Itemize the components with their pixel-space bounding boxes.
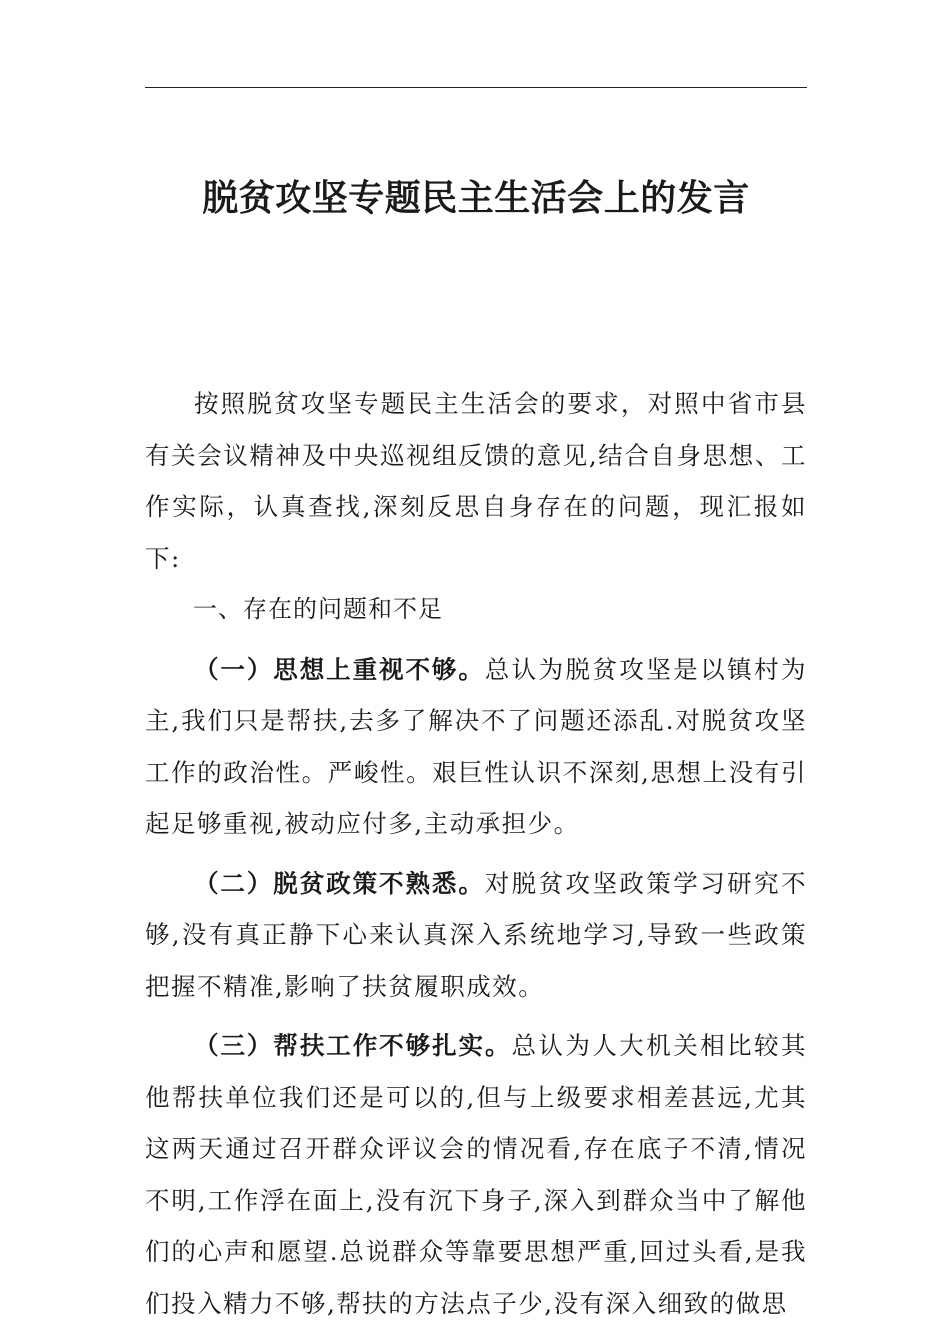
problem-item-3-lead: （三）帮扶工作不够扎实。 <box>194 1031 512 1060</box>
section-heading: 一、存在的问题和不足 <box>193 595 443 623</box>
header-rule <box>145 87 807 88</box>
problem-item-1 <box>145 644 807 850</box>
problem-item-1-text: 总认为脱贫攻坚是以镇村为主,我们只是帮扶,去多了解决不了问题还添乱.对脱贫攻坚工作的政治性。严峻性。艰巨性认识不深刻,思想上没有引起足够重视,被动应付多,主动承担少。 <box>145 654 807 838</box>
document-title: 脱贫攻坚专题民主生活会上的发言 <box>202 177 750 219</box>
intro-paragraph: 按照脱贫攻坚专题民主生活会的要求，对照中省市县有关会议精神及中央巡视组反馈的意见,结合自身思想、工作实际，认真查找,深刻反思自身存在的问题，现汇报如下: <box>145 389 807 573</box>
problem-item-2-text: 对脱贫攻坚政策学习研究不够,没有真正静下心来认真深入系统地学习,导致一些政策把握不精准,影响了扶贫履职成效。 <box>145 868 807 1001</box>
problem-item-3 <box>145 1020 807 1329</box>
document-body <box>145 378 807 1329</box>
problem-item-2-lead: （二）脱贫政策不熟悉。 <box>194 868 485 898</box>
problem-item-1-lead: （一）思想上重视不够。 <box>194 654 485 684</box>
problem-item-2 <box>145 858 807 1013</box>
problem-item-3-text: 总认为人大机关相比较其他帮扶单位我们还是可以的,但与上级要求相差甚远,尤其这两天通过召开群众评议会的情况看,存在底子不清,情况不明,工作浮在面上,没有沉下身子,深入到群众当中了解他们的心声和愿望.总说群众等靠要思想严重,回过头看,是我们投入精力不够,帮扶的方法点子少,没有深入细致的做思 <box>145 1031 808 1318</box>
